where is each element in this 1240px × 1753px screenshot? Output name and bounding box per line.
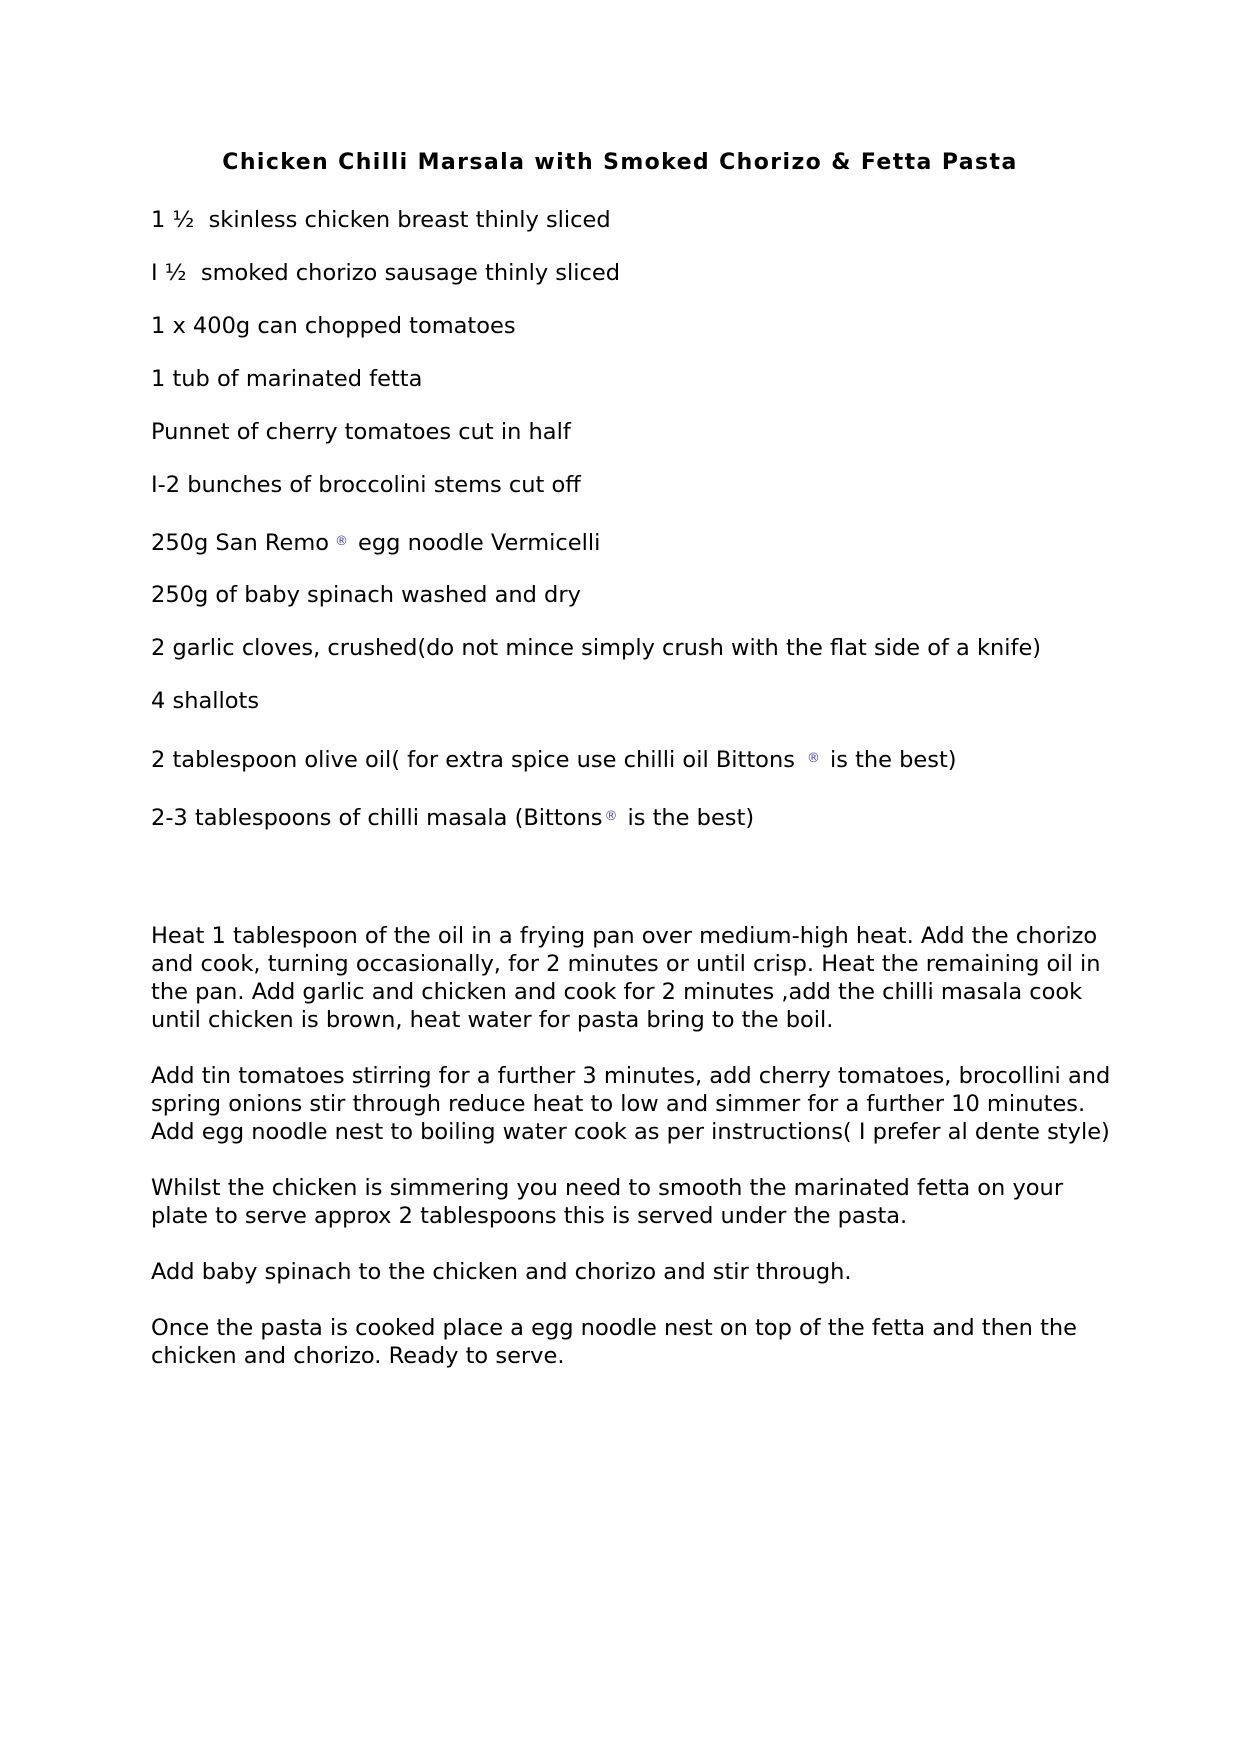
method-paragraph: Heat 1 tablespoon of the oil in a frying pan over medium-high heat. Add the chorizo and cook, turning occasionally, for 2 minutes or until crisp. Heat the remaining oil in the pan. Add garlic and chicken and cook for 2 minutes ,add the chilli masala cook until chicken is brown, heat water for pasta bring to the boil. — [151, 923, 1101, 1033]
ingredient-text: 2 garlic cloves, crushed(do not mince simply crush with the flat side of a knife) — [151, 635, 1042, 661]
ingredient-text: is the best) — [829, 747, 957, 773]
method-paragraph: Whilst the chicken is simmering you need to smooth the marinated fetta on your plate to serve approx 2 tablespoons this is served under the pasta. — [151, 1175, 1064, 1229]
registered-mark: ® — [806, 751, 820, 766]
ingredient-text: 1 x 400g can chopped tomatoes — [151, 313, 516, 339]
ingredient-item — [151, 258, 620, 288]
method-section — [151, 922, 1111, 1398]
ingredient-text: 1 tub of marinated fetta — [151, 366, 423, 392]
ingredient-item — [151, 417, 571, 447]
ingredient-item — [151, 744, 957, 775]
ingredient-text: is the best) — [627, 805, 755, 831]
registered-mark: ® — [335, 534, 349, 549]
method-paragraph: Once the pasta is cooked place a egg noodle nest on top of the fetta and then the chicken and chorizo. Ready to serve. — [151, 1315, 1078, 1369]
method-paragraph: Add baby spinach to the chicken and chorizo and stir through. — [151, 1259, 852, 1285]
ingredient-text: 250g of baby spinach washed and dry — [151, 582, 581, 608]
ingredient-text: I-2 bunches of broccolini stems cut off — [151, 472, 581, 498]
ingredient-text: Punnet of cherry tomatoes cut in half — [151, 419, 571, 445]
ingredient-item — [151, 470, 581, 500]
ingredient-item — [151, 580, 581, 610]
ingredient-item — [151, 686, 259, 716]
registered-mark: ® — [604, 809, 618, 824]
ingredient-text: I ½ smoked chorizo sausage thinly sliced — [151, 260, 621, 286]
recipe-title: Chicken Chilli Marsala with Smoked Chorizo & Fetta Pasta — [222, 150, 1018, 175]
ingredient-text: egg noodle Vermicelli — [358, 530, 601, 556]
ingredient-item — [151, 205, 611, 235]
ingredient-text: 250g San Remo — [151, 530, 330, 556]
ingredient-text: 2 tablespoon olive oil( for extra spice use chilli oil Bittons — [151, 747, 795, 773]
ingredient-item — [151, 311, 516, 341]
ingredient-item — [151, 364, 422, 394]
ingredient-text: 2-3 tablespoons of chilli masala (Bittons — [151, 805, 603, 831]
ingredient-item — [151, 633, 1041, 663]
ingredient-text: 4 shallots — [151, 688, 260, 714]
ingredient-item — [151, 802, 754, 833]
ingredient-item — [151, 527, 600, 558]
method-paragraph: Add tin tomatoes stirring for a further 3 minutes, add cherry tomatoes, brocollini and spring onions stir through reduce heat to low and simmer for a further 10 minutes. Add egg noodle nest to boiling water cook as per instructions( I prefer al dente style) — [151, 1063, 1111, 1145]
ingredient-text: 1 ½ skinless chicken breast thinly sliced — [151, 207, 611, 233]
